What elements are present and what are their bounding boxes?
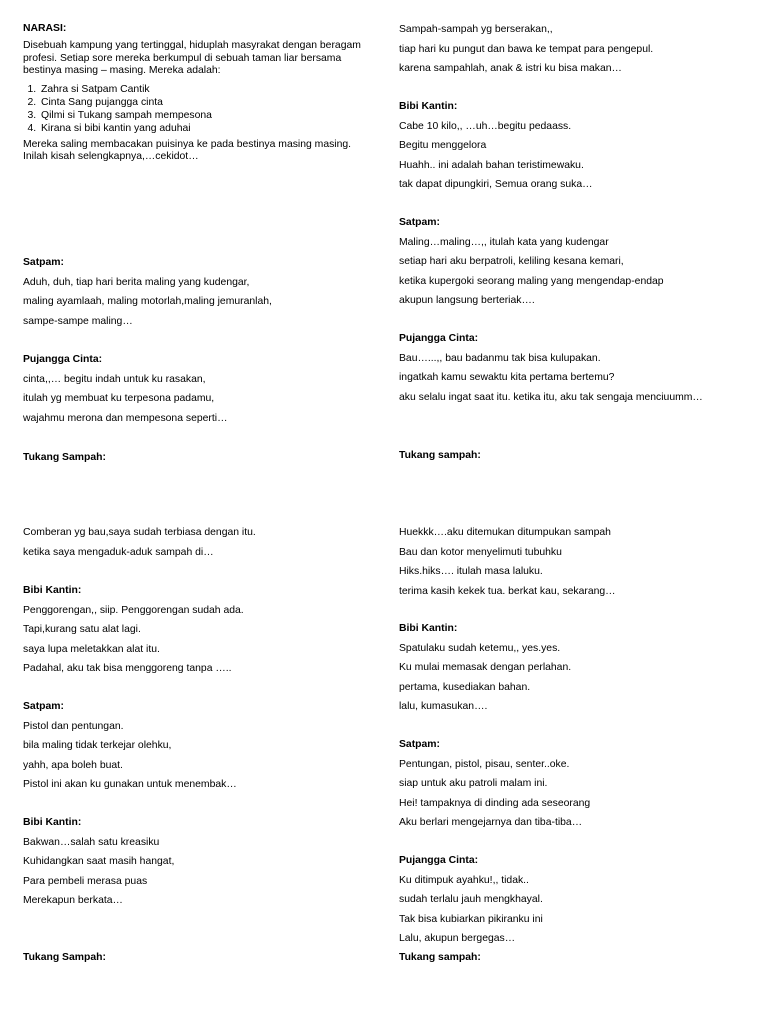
verse-line: sudah terlalu jauh mengkhayal.	[399, 894, 543, 906]
verse-line: bila maling tidak terkejar olehku,	[23, 740, 172, 752]
verse-line: Tapi,kurang satu alat lagi.	[23, 624, 141, 636]
verse-line: yahh, apa boleh buat.	[23, 759, 123, 771]
verse-block	[399, 619, 744, 717]
speaker-label: Tukang sampah:	[399, 952, 481, 963]
speaker-label: Bibi Kantin:	[23, 585, 82, 596]
verse-block	[399, 735, 744, 833]
verse-line: Huekkk….aku ditemukan ditumpukan sampah	[399, 527, 611, 538]
speaker-label: Pujangga Cinta:	[399, 855, 479, 866]
verse-line: Aku berlari mengejarnya dan tiba-tiba…	[399, 817, 583, 829]
verse-line: Sampah-sampah yg berserakan,,	[399, 24, 553, 35]
narasi-intro: Disebuah kampung yang tertinggal, hiduplah masyrakat dengan beragam profesi. Setiap sore mereka berkumpul di sebuah taman liar bersama bestinya masing – masing. Mereka adalah:	[23, 40, 361, 77]
character-list-item: 1. Zahra si Satpam Cantik	[39, 83, 368, 96]
verse-line: Padahal, aku tak bisa menggoreng tanpa …..	[23, 663, 232, 675]
verse-line: Hiks.hiks…. itulah masa laluku.	[399, 566, 543, 578]
verse-line: Pistol dan pentungan.	[23, 720, 124, 732]
verse-block	[399, 446, 744, 466]
verse-line: Tak bisa kubiarkan pikiranku ini	[399, 913, 543, 925]
verse-line: Merekapun berkata…	[23, 895, 123, 907]
verse-line: Pentungan, pistol, pisau, senter..oke.	[399, 758, 570, 770]
verse-block	[23, 581, 368, 679]
verse-line: aku selalu ingat saat itu. ketika itu, aku tak sengaja menciuumm…	[399, 391, 703, 403]
verse-line: Lalu, akupun bergegas…	[399, 933, 516, 945]
speaker-label: Tukang Sampah:	[23, 452, 106, 463]
verse-line: maling ayamlaah, maling motorlah,maling jemuranlah,	[23, 296, 272, 308]
verse-block	[23, 813, 368, 911]
verse-line: Cabe 10 kilo,, …uh…begitu pedaass.	[399, 120, 572, 132]
verse-line: wajahmu merona dan mempesona seperti…	[23, 412, 228, 424]
verse-block	[23, 448, 368, 468]
character-list-item: 2. Cinta Sang pujangga cinta	[39, 96, 368, 109]
speaker-label: Satpam:	[23, 257, 64, 268]
verse-line: karena sampahlah, anak & istri ku bisa makan…	[399, 63, 622, 75]
verse-line: saya lupa meletakkan alat itu.	[23, 643, 160, 655]
verse-line: Spatulaku sudah ketemu,, yes.yes.	[399, 642, 561, 654]
narasi-outro: Mereka saling membacakan puisinya ke pada bestinya masing masing. Inilah kisah selengkapnya,…cekidot…	[23, 138, 352, 163]
verse-line: pertama, kusediakan bahan.	[399, 681, 531, 693]
verse-line: lalu, kumasukan….	[399, 701, 488, 713]
speaker-label: Bibi Kantin:	[399, 101, 458, 112]
verse-line: terima kasih kekek tua. berkat kau, sekarang…	[399, 585, 616, 597]
verse-line: Penggorengan,, siip. Penggorengan sudah ada.	[23, 604, 244, 616]
verse-block	[399, 851, 744, 949]
speaker-label: Satpam:	[399, 217, 440, 228]
verse-block	[399, 948, 744, 968]
verse-line: Bau…...,, bau badanmu tak bisa kulupakan.	[399, 352, 601, 364]
verse-line: Aduh, duh, tiap hari berita maling yang kudengar,	[23, 276, 250, 288]
verse-line: Ku ditimpuk ayahku!,, tidak..	[399, 874, 529, 886]
speaker-label: Bibi Kantin:	[399, 623, 458, 634]
verse-line: Huahh.. ini adalah bahan teristimewaku.	[399, 159, 584, 171]
verse-line: Para pembeli merasa puas	[23, 875, 148, 887]
verse-line: cinta,,… begitu indah untuk ku rasakan,	[23, 373, 206, 385]
verse-line: Bakwan…salah satu kreasiku	[23, 836, 160, 848]
verse-block	[23, 523, 368, 562]
character-list	[23, 83, 368, 135]
narasi-section	[23, 22, 368, 169]
verse-line: itulah yg membuat ku terpesona padamu,	[23, 393, 215, 405]
verse-line: ingatkah kamu sewaktu kita pertama bertemu?	[399, 372, 615, 384]
character-list-item: 3. Qilmi si Tukang sampah mempesona	[39, 109, 368, 122]
verse-line: siap untuk aku patroli malam ini.	[399, 778, 548, 790]
verse-block	[23, 350, 368, 428]
speaker-label: Satpam:	[399, 739, 440, 750]
verse-block	[399, 20, 744, 79]
verse-block	[23, 697, 368, 795]
narasi-title: NARASI:	[23, 23, 67, 34]
character-list-item: 4. Kirana si bibi kantin yang aduhai	[39, 122, 368, 135]
verse-line: akupun langsung berteriak….	[399, 295, 535, 307]
verse-line: sampe-sampe maling…	[23, 315, 133, 327]
verse-line: Hei! tampaknya di dinding ada seseorang	[399, 797, 591, 809]
speaker-label: Satpam:	[23, 701, 64, 712]
verse-line: Comberan yg bau,saya sudah terbiasa dengan itu.	[23, 527, 256, 538]
speaker-label: Bibi Kantin:	[23, 817, 82, 828]
verse-block	[23, 948, 368, 968]
verse-block	[399, 329, 744, 407]
verse-line: tiap hari ku pungut dan bawa ke tempat para pengepul.	[399, 43, 654, 55]
verse-block	[399, 97, 744, 195]
speaker-label: Pujangga Cinta:	[23, 354, 103, 365]
verse-line: tak dapat dipungkiri, Semua orang suka…	[399, 179, 593, 191]
verse-line: Maling…maling…,, itulah kata yang kudengar	[399, 236, 609, 248]
verse-line: setiap hari aku berpatroli, keliling kesana kemari,	[399, 256, 624, 268]
verse-block	[399, 523, 744, 601]
verse-line: Pistol ini akan ku gunakan untuk menembak…	[23, 779, 237, 791]
verse-line: ketika kupergoki seorang maling yang mengendap-endap	[399, 275, 664, 287]
verse-line: Ku mulai memasak dengan perlahan.	[399, 662, 572, 674]
verse-block	[23, 253, 368, 331]
speaker-label: Tukang Sampah:	[23, 952, 106, 963]
speaker-label: Pujangga Cinta:	[399, 333, 479, 344]
speaker-label: Tukang sampah:	[399, 450, 481, 461]
verse-line: Begitu menggelora	[399, 140, 487, 152]
verse-line: Kuhidangkan saat masih hangat,	[23, 856, 175, 868]
verse-line: Bau dan kotor menyelimuti tubuhku	[399, 546, 562, 558]
verse-block	[399, 213, 744, 311]
verse-line: ketika saya mengaduk-aduk sampah di…	[23, 546, 214, 558]
